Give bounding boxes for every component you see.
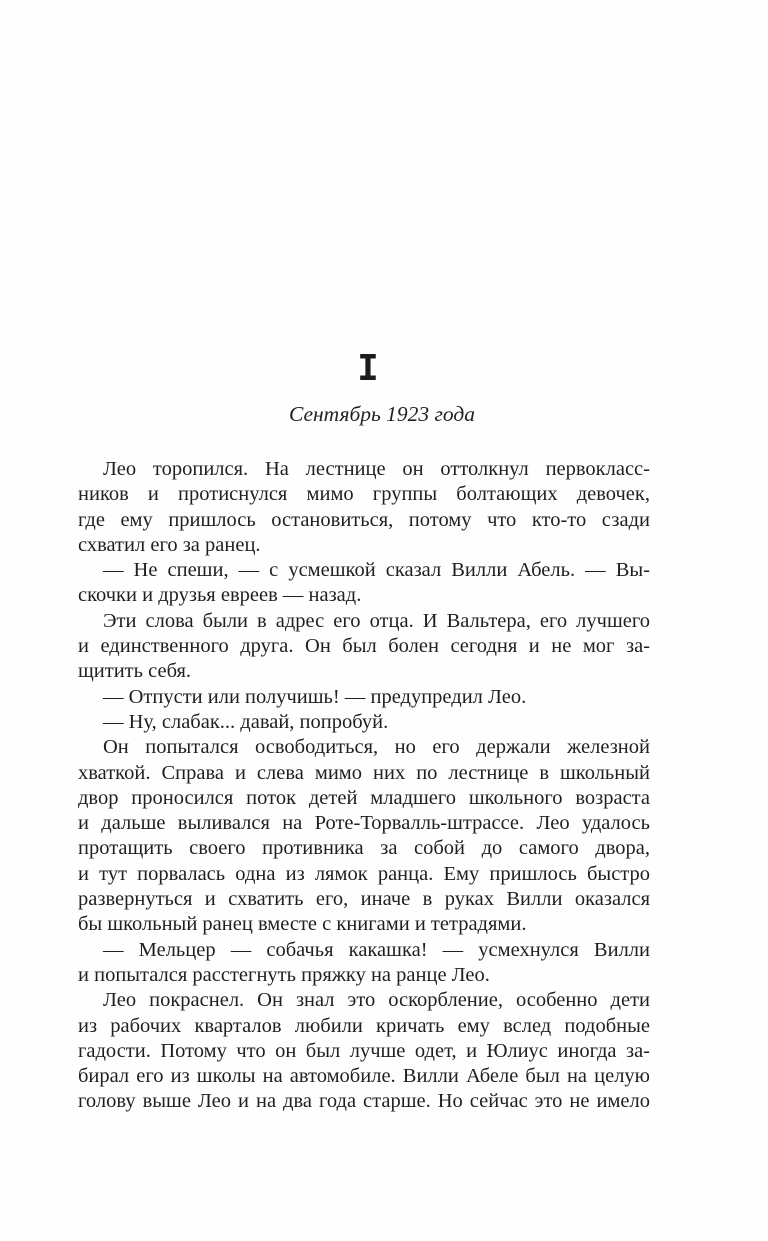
paragraph bbox=[78, 457, 650, 558]
paragraph bbox=[78, 988, 650, 1114]
text-line: бирал его из школы на автомобиле. Вилли Абеле был на целую bbox=[78, 1065, 650, 1088]
paragraph bbox=[78, 938, 650, 989]
text-line: голову выше Лео и на два года старше. Но сейчас это не имело bbox=[78, 1090, 650, 1113]
text-line: Эти слова были в адрес его отца. И Вальтера, его лучшего bbox=[103, 609, 650, 632]
text-line: скочки и друзья евреев — назад. bbox=[78, 584, 362, 607]
paragraph bbox=[78, 710, 650, 735]
chapter-heading bbox=[0, 348, 768, 394]
text-line: бы школьный ранец вместе с книгами и тетрадями. bbox=[78, 913, 527, 936]
paragraph bbox=[78, 685, 650, 710]
text-line: гадости. Потому что он был лучше одет, и Юлиус иногда за- bbox=[78, 1039, 650, 1062]
text-line: хваткой. Справа и слева мимо них по лестнице в школьный bbox=[78, 761, 650, 784]
text-line: — Ну, слабак... давай, попробуй. bbox=[103, 710, 389, 733]
text-line: ников и протиснулся мимо группы болтающих девочек, bbox=[78, 483, 650, 506]
page-text bbox=[78, 457, 650, 1115]
text-line: — Отпусти или получишь! — предупредил Лео. bbox=[103, 685, 527, 708]
text-line: и тут порвалась одна из лямок ранца. Ему пришлось быстро bbox=[78, 862, 650, 885]
text-line: из рабочих кварталов любили кричать ему вслед подобные bbox=[78, 1014, 650, 1037]
text-line: протащить своего противника за собой до самого двора, bbox=[78, 837, 650, 860]
text-line: и попытался расстегнуть пряжку на ранце Лео. bbox=[78, 963, 490, 986]
text-line: и единственного друга. Он был болен сегодня и не мог за- bbox=[78, 635, 650, 658]
paragraph bbox=[78, 735, 650, 937]
text-line: двор проносился поток детей младшего школьного возраста bbox=[78, 786, 650, 809]
text-line: — Мельцер — собачья какашка! — усмехнулся Вилли bbox=[103, 938, 650, 961]
text-line: — Не спеши, — с усмешкой сказал Вилли Абель. — Вы- bbox=[103, 559, 650, 582]
section-subtitle: Сентябрь 1923 года bbox=[288, 402, 476, 426]
text-line: Лео покраснел. Он знал это оскорбление, особенно дети bbox=[103, 989, 650, 1012]
paragraph bbox=[78, 558, 650, 609]
text-line: развернуться и схватить его, иначе в руках Вилли оказался bbox=[78, 888, 650, 911]
text-line: Он попытался освободиться, но его держали железной bbox=[103, 736, 650, 759]
text-line: где ему пришлось остановиться, потому что кто-то сзади bbox=[78, 508, 650, 531]
text-line: и дальше выливался на Роте-Торвалль-штрассе. Лео удалось bbox=[78, 812, 650, 835]
paragraph bbox=[78, 609, 650, 685]
text-line: щитить себя. bbox=[78, 660, 192, 683]
text-line: схватил его за ранец. bbox=[78, 533, 261, 556]
chapter-numeral: I bbox=[357, 348, 379, 389]
text-line: Лео торопился. На лестнице он оттолкнул первокласс- bbox=[103, 458, 650, 480]
